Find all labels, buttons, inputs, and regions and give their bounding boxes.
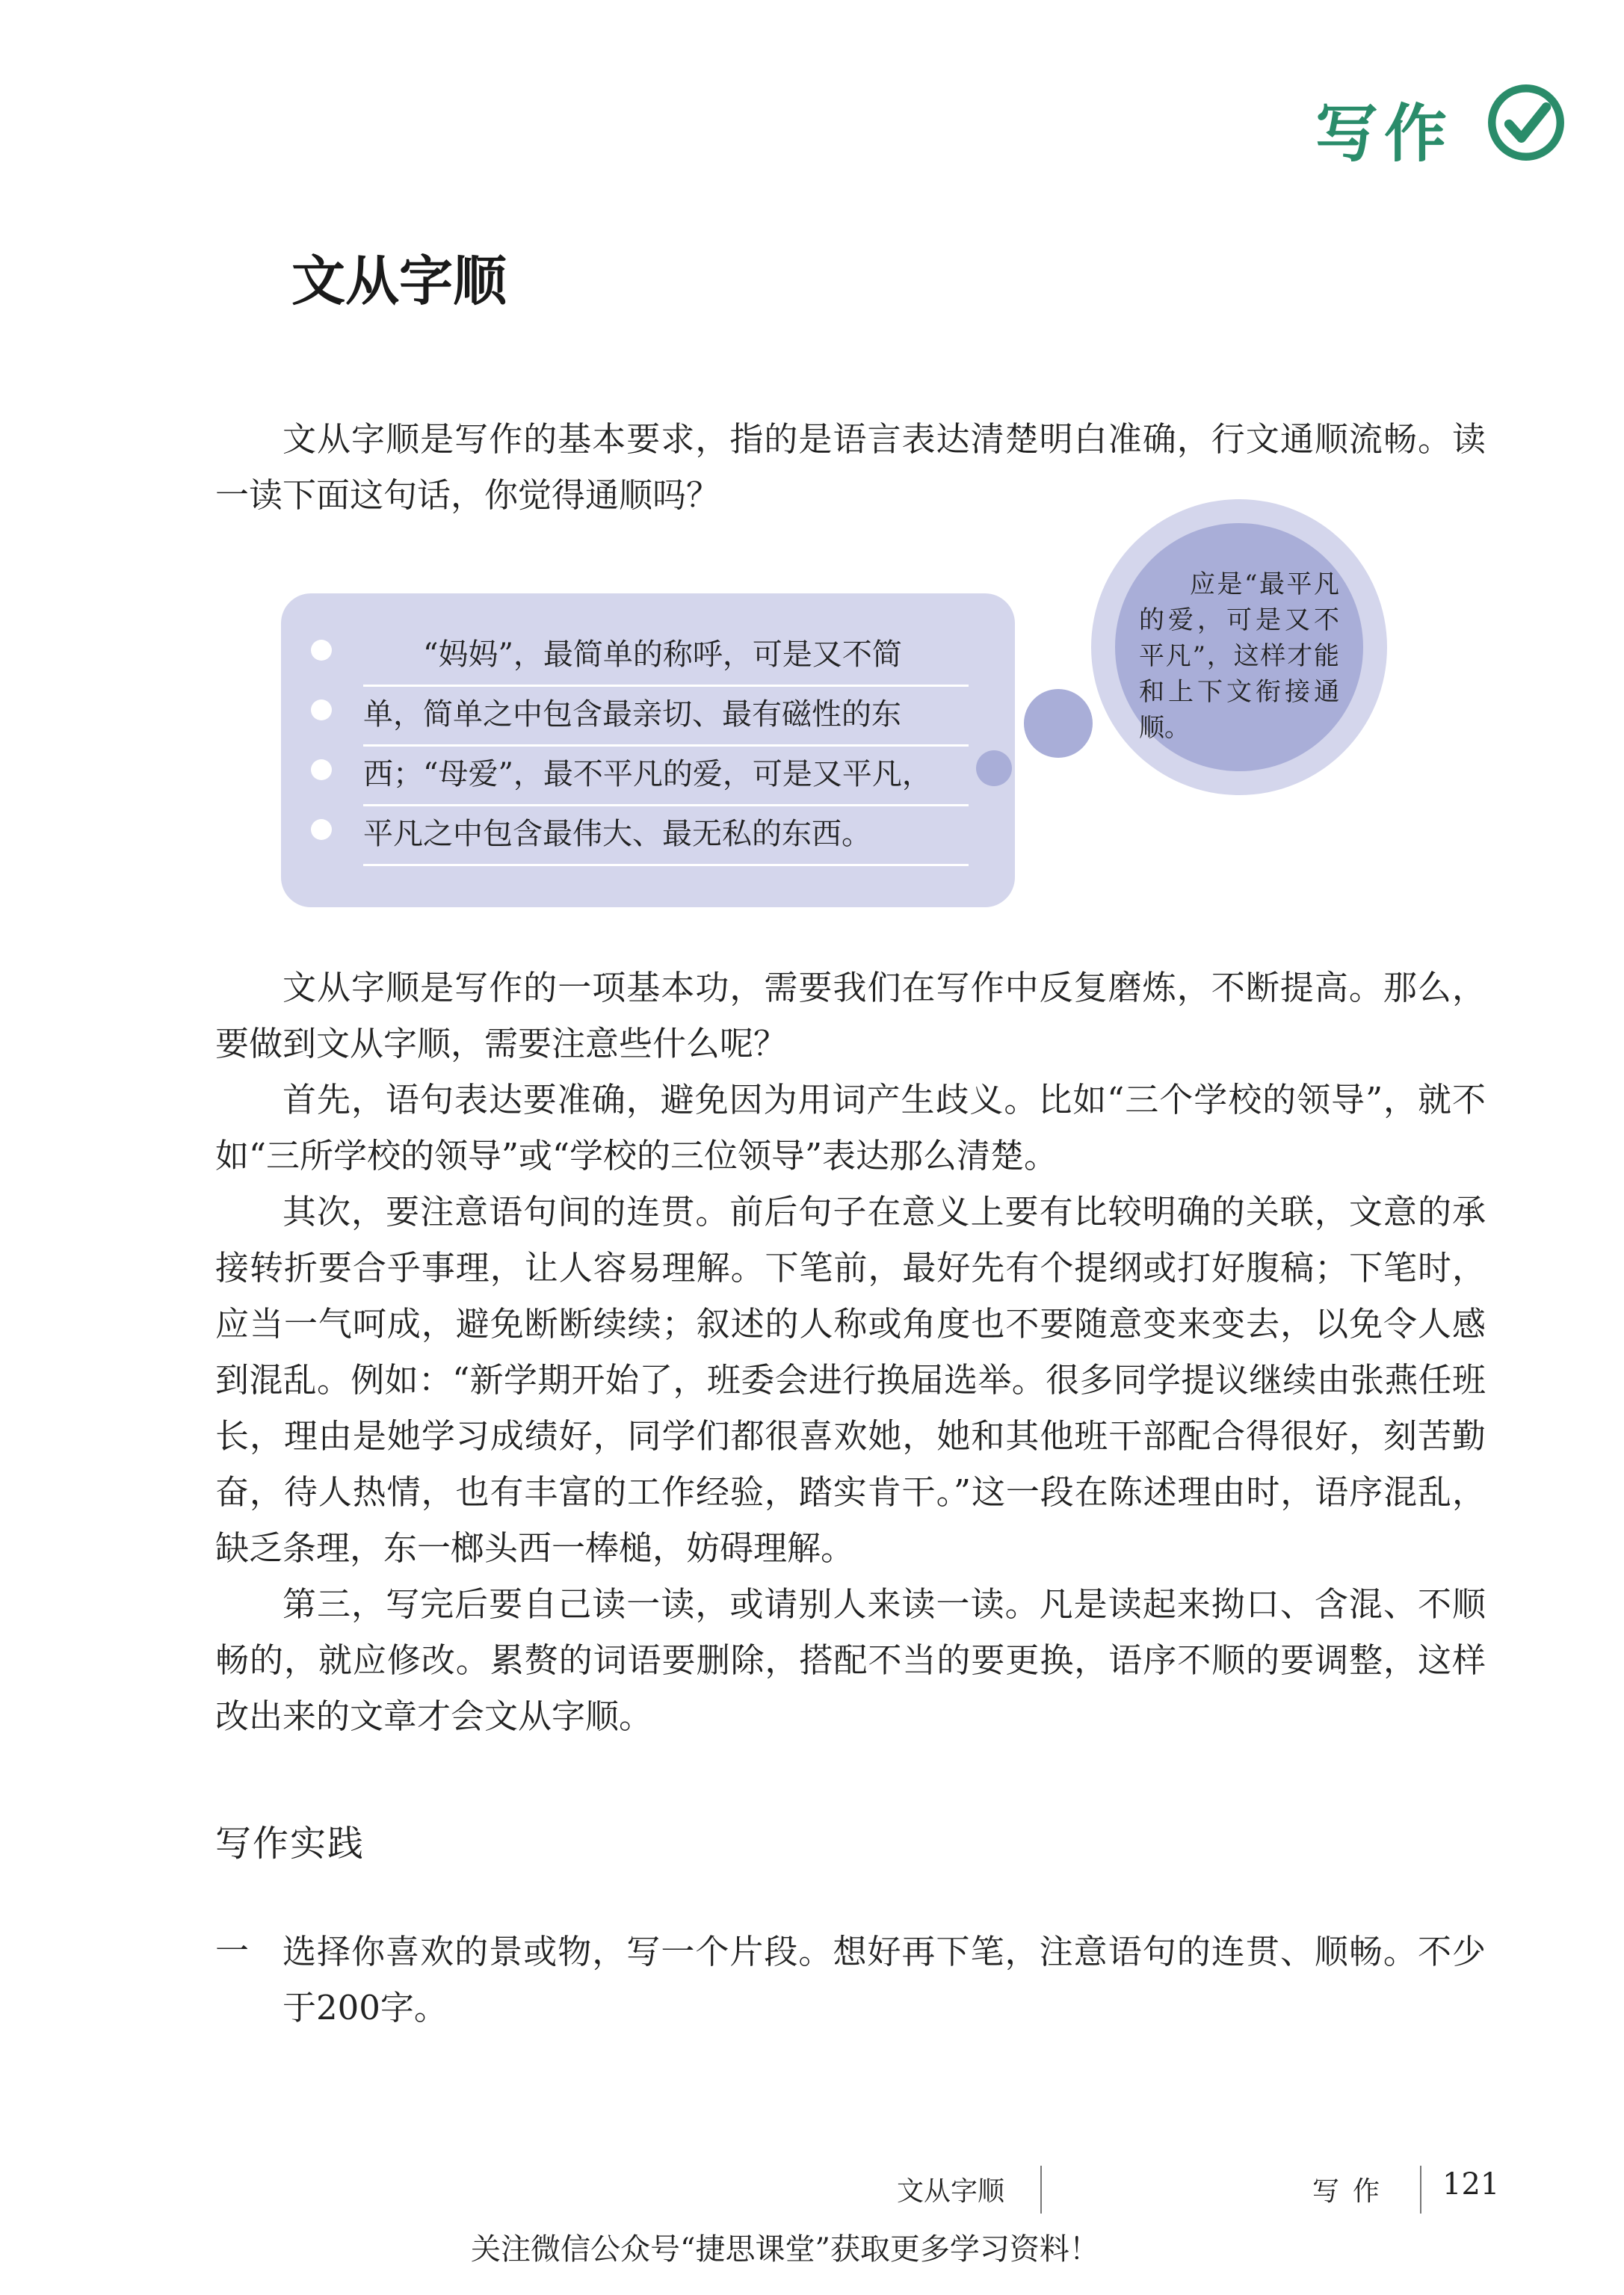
practice-heading: 写作实践	[215, 1823, 365, 1865]
footer-lesson-title: 文从字顺	[897, 2176, 1005, 2207]
body-paragraph: 文从字顺是写作的一项基本功，需要我们在写作中反复磨炼，不断提高。那么，要做到文从字顺，需要注意些什么呢？	[215, 968, 1486, 1063]
quote-line: 西；“母爱”，最不平凡的爱，可是又平凡，	[363, 744, 969, 806]
bullet-dot	[311, 699, 332, 720]
footer-promo: 关注微信公众号“捷思课堂”获取更多学习资料！	[471, 2232, 1099, 2267]
quote-card	[281, 593, 1015, 907]
footer-unit: 写作	[1312, 2176, 1394, 2207]
bullet-dot	[311, 819, 332, 840]
body-paragraph: 第三，写完后要自己读一读，或请别人来读一读。凡是读起来拗口、含混、不顺畅的，就应修改。累赘的词语要删除，搭配不当的要更换，语序不顺的要调整，这样改出来的文章才会文从字顺。	[215, 1584, 1486, 1736]
thought-bubble-small	[976, 750, 1012, 786]
bullet-dot	[311, 640, 332, 661]
pen-check-icon	[1487, 84, 1565, 161]
quote-line: 平凡之中包含最伟大、最无私的东西。	[363, 804, 969, 866]
section-label: 写作	[1315, 97, 1454, 170]
intro-paragraph: 文从字顺是写作的基本要求，指的是语言表达清楚明白准确，行文通顺流畅。读一读下面这句话，你觉得通顺吗？	[215, 419, 1486, 515]
practice-item-number: 一	[215, 1931, 250, 1971]
bubble-note: 应是“最平凡的爱，可是又不平凡”，这样才能和上下文衔接通顺。	[1139, 569, 1339, 743]
bullet-dot	[311, 759, 332, 780]
body-paragraph: 首先，语句表达要准确，避免因为用词产生歧义。比如“三个学校的领导”，就不如“三所学校的领导”或“学校的三位领导”表达那么清楚。	[215, 1080, 1486, 1176]
quote-line: 单，简单之中包含最亲切、最有磁性的东	[363, 685, 969, 747]
page-title: 文从字顺	[291, 250, 507, 312]
quote-line: “妈妈”，最简单的称呼，可是又不简	[363, 625, 969, 687]
body-paragraph: 其次，要注意语句间的连贯。前后句子在意义上要有比较明确的关联，文意的承接转折要合乎事理，让人容易理解。下笔前，最好先有个提纲或打好腹稿；下笔时，应当一气呵成，避免断断续续；叙述的人称或角度也不要随意变来变去，以免令人感到混乱。例如：“新学期开始了，班委会进行换届选举。很多同学提议继续由张燕任班长，理由是她学习成绩好，同学们都很喜欢她，她和其他班干部配合得很好，刻苦勤奋，待人热情，也有丰富的工作经验，踏实肯干。”这一段在陈述理由时，语序混乱，缺乏条理，东一榔头西一棒槌，妨碍理解。	[215, 1192, 1486, 1568]
page-number: 121	[1442, 2167, 1500, 2202]
practice-item-text: 选择你喜欢的景或物，写一个片段。想好再下笔，注意语句的连贯、顺畅。不少于200字。	[282, 1932, 1486, 2027]
footer-divider	[1420, 2166, 1421, 2214]
thought-bubble-medium	[1024, 689, 1093, 758]
footer-divider	[1040, 2166, 1042, 2214]
